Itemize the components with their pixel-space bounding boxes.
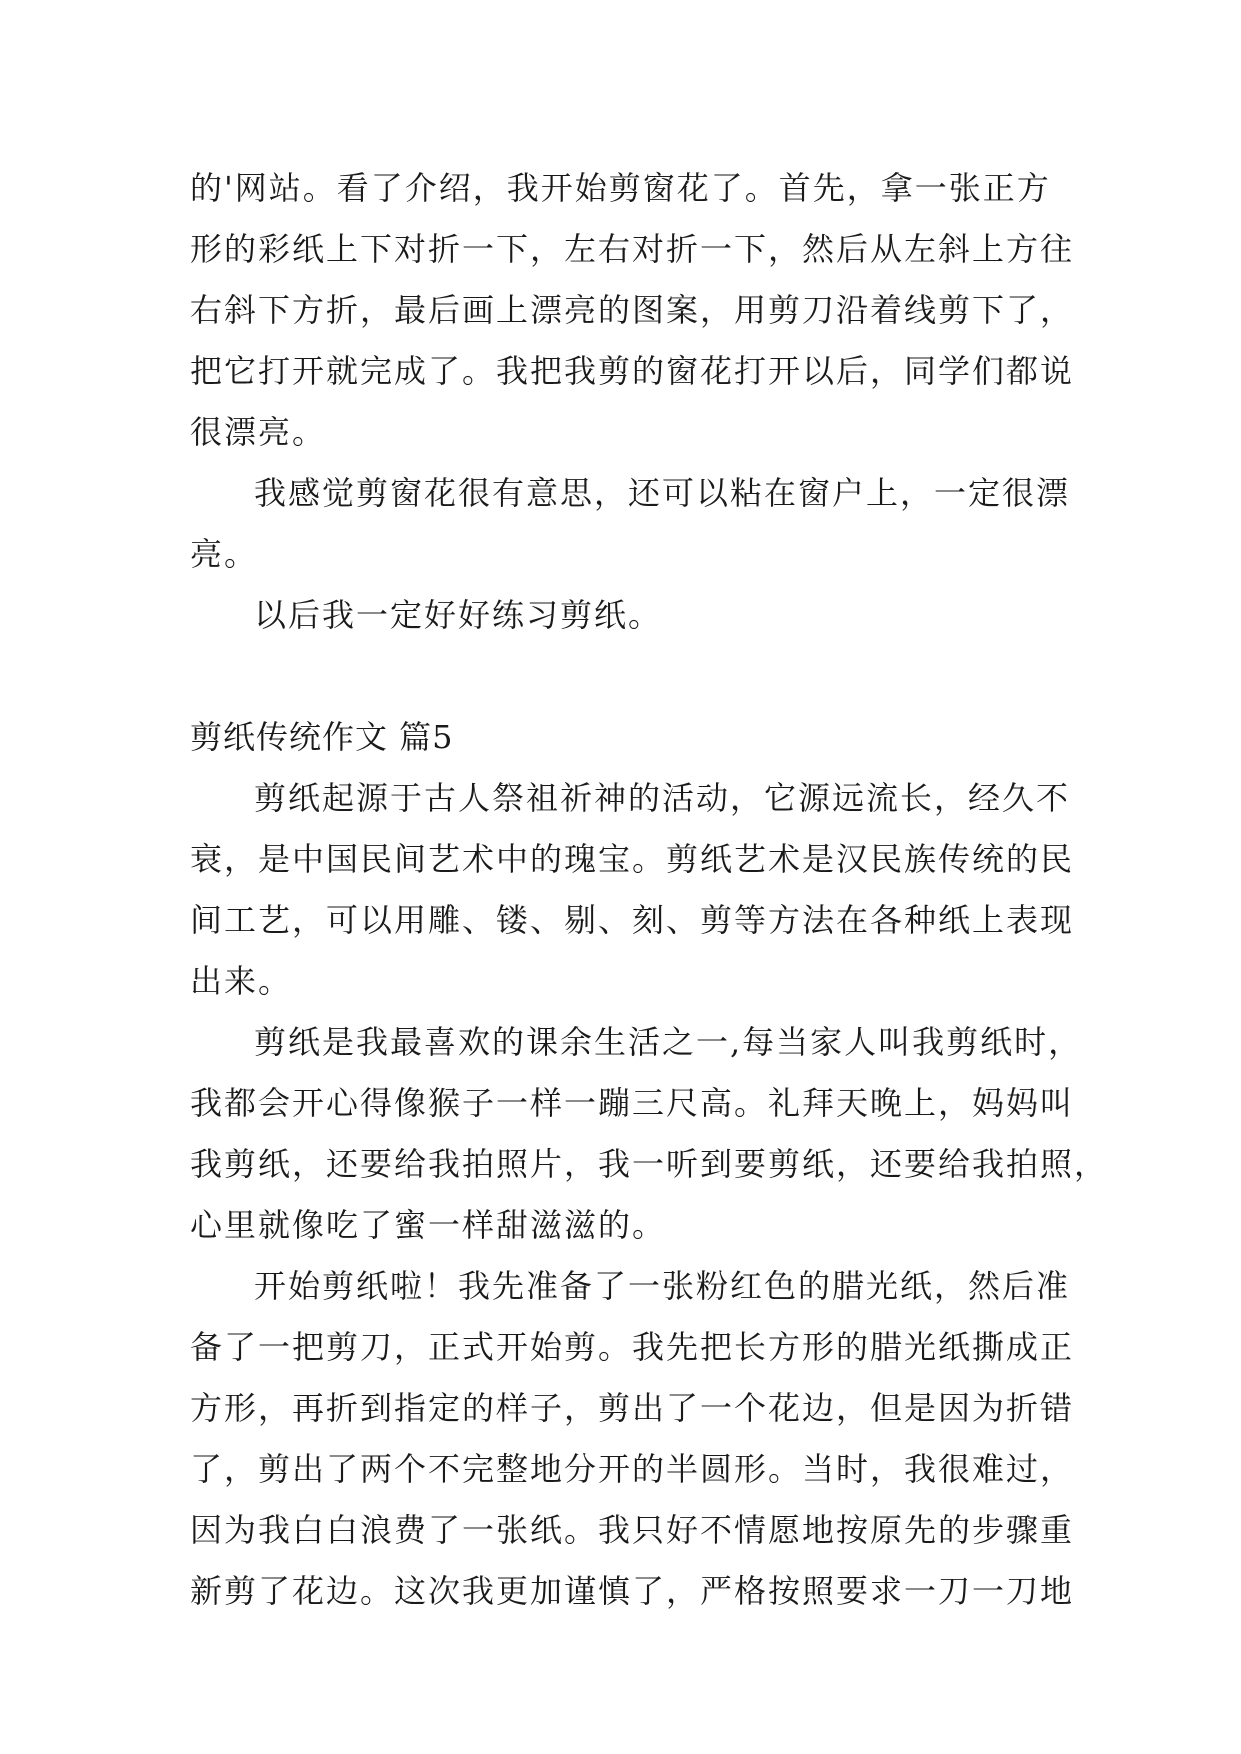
paragraph-first-line: 剪纸起源于古人祭祖祈神的活动，它源远流长，经久不 — [254, 779, 1071, 817]
text-line: 把它打开就完成了。我把我剪的窗花打开以后，同学们都说 — [190, 352, 1075, 390]
text-line: 备了一把剪刀，正式开始剪。我先把长方形的腊光纸撕成正 — [190, 1328, 1075, 1366]
paragraph-first-line: 剪纸是我最喜欢的课余生活之一,每当家人叫我剪纸时， — [254, 1023, 1083, 1061]
text-line: 右斜下方折，最后画上漂亮的图案，用剪刀沿着线剪下了， — [190, 291, 1075, 329]
paragraph-first-line: 我感觉剪窗花很有意思，还可以粘在窗户上，一定很漂 — [254, 474, 1071, 512]
text-line: 我剪纸，还要给我拍照片，我一听到要剪纸，还要给我拍照， — [190, 1145, 1109, 1183]
text-line: 很漂亮。 — [190, 413, 327, 451]
text-line: 衰，是中国民间艺术中的瑰宝。剪纸艺术是汉民族传统的民 — [190, 840, 1075, 878]
text-line: 心里就像吃了蜜一样甜滋滋的。 — [190, 1206, 667, 1244]
text-line: 的'网站。看了介绍，我开始剪窗花了。首先，拿一张正方 — [190, 169, 1051, 207]
text-line: 新剪了花边。这次我更加谨慎了，严格按照要求一刀一刀地 — [190, 1572, 1075, 1610]
paragraph-first-line: 以后我一定好好练习剪纸。 — [254, 596, 663, 634]
text-line: 我都会开心得像猴子一样一蹦三尺高。礼拜天晚上，妈妈叫 — [190, 1084, 1075, 1122]
text-line: 间工艺，可以用雕、镂、剔、刻、剪等方法在各种纸上表现 — [190, 901, 1075, 939]
text-line: 出来。 — [190, 962, 293, 1000]
document-body — [190, 158, 1109, 1622]
section-heading: 剪纸传统作文 篇5 — [190, 718, 454, 756]
text-line: 形的彩纸上下对折一下，左右对折一下，然后从左斜上方往 — [190, 230, 1075, 268]
text-line: 因为我白白浪费了一张纸。我只好不情愿地按原先的步骤重 — [190, 1511, 1075, 1549]
text-line: 了，剪出了两个不完整地分开的半圆形。当时，我很难过， — [190, 1450, 1075, 1488]
section-spacer — [190, 646, 1050, 707]
paragraph-first-line: 开始剪纸啦！我先准备了一张粉红色的腊光纸，然后准 — [254, 1267, 1071, 1305]
text-line: 方形，再折到指定的样子，剪出了一个花边，但是因为折错 — [190, 1389, 1075, 1427]
text-line: 亮。 — [190, 535, 259, 573]
